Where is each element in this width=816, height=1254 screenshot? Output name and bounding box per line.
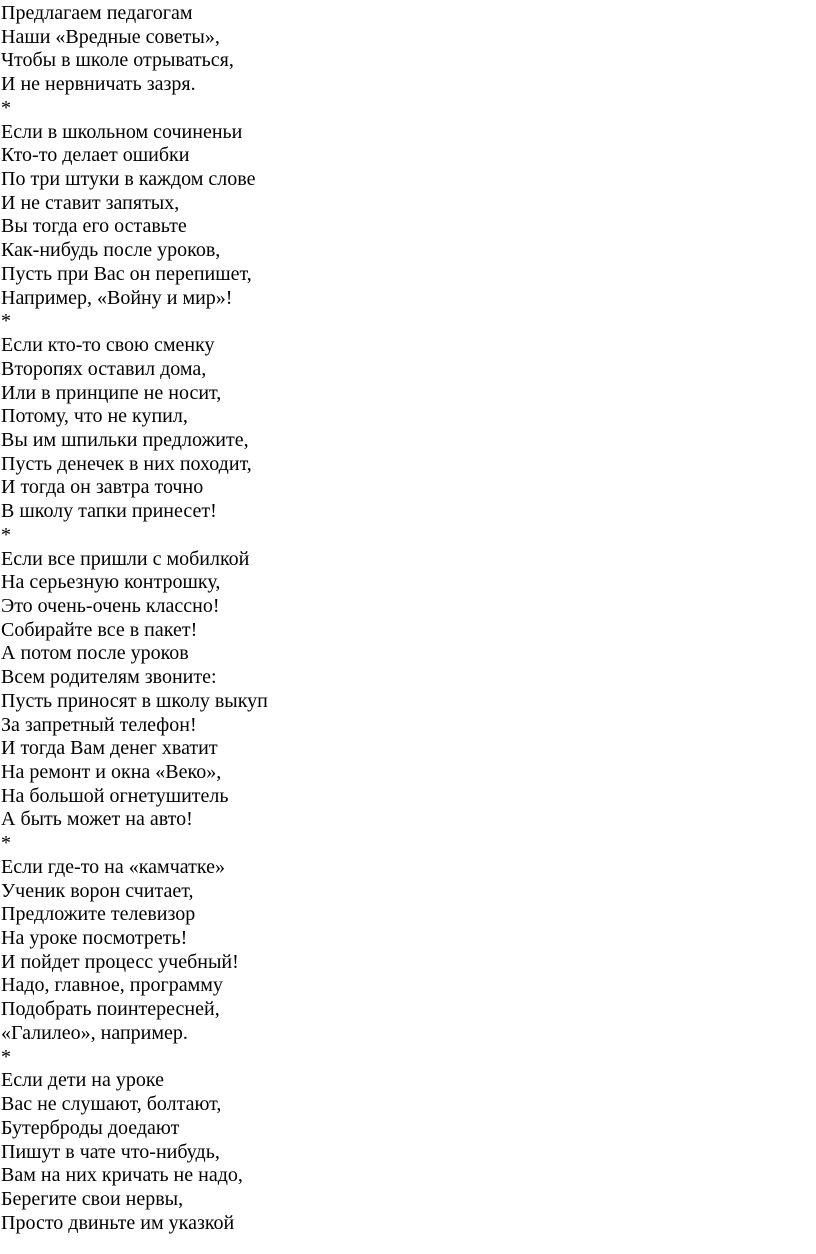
poem-line: Вы им шпильки предложите,	[1, 428, 249, 451]
poem-line: Наши «Вредные советы»,	[1, 25, 220, 48]
poem-line: Бутерброды доедают	[1, 1116, 180, 1139]
poem-line: Чтобы в школе отрываться,	[1, 49, 234, 72]
poem-line: Берегите свои нервы,	[1, 1187, 184, 1210]
poem-line: На серьезную контрошку,	[1, 571, 221, 594]
poem-line: Если в школьном сочиненьи	[1, 120, 243, 143]
poem-line: Если кто-то свою сменку	[1, 334, 215, 357]
poem-line: На уроке посмотреть!	[1, 927, 188, 950]
poem-line: Если все пришли с мобилкой	[1, 547, 250, 570]
stanza-separator: *	[1, 1045, 11, 1068]
poem-line: Если дети на уроке	[1, 1069, 164, 1092]
poem-line: Подобрать поинтересней,	[1, 998, 220, 1021]
poem-line: Предлагаем педагогам	[1, 2, 193, 24]
poem-line: Просто двиньте им указкой	[1, 1211, 235, 1234]
poem-line: «Галилео», например.	[1, 1021, 188, 1044]
poem-line: Пусть приносят в школу выкуп	[1, 689, 268, 712]
poem-line: А потом после уроков	[1, 642, 189, 665]
poem-line: За запретный телефон!	[1, 713, 197, 736]
poem-line: По три штуки в каждом слове	[1, 168, 256, 191]
poem-line: И тогда он завтра точно	[1, 476, 204, 499]
poem-line: Пусть при Вас он перепишет,	[1, 262, 252, 285]
poem-line: Как-нибудь после уроков,	[1, 239, 221, 262]
stanza-separator: *	[1, 96, 11, 119]
poem-line: На большой огнетушитель	[1, 784, 229, 807]
poem-line: На ремонт и окна «Веко»,	[1, 761, 222, 783]
poem-line: Ученик ворон считает,	[1, 879, 194, 902]
poem-line: Если где-то на «камчатке»	[1, 855, 225, 878]
poem-line: Собирайте все в пакет!	[1, 618, 198, 641]
poem-line: И пойдет процесс учебный!	[1, 950, 239, 973]
poem-line: Всем родителям звоните:	[1, 666, 217, 689]
poem-line: Предложите телевизор	[1, 903, 196, 926]
poem-line: Вас не слушают, болтают,	[1, 1093, 222, 1116]
poem-line: Пишут в чате что-нибудь,	[1, 1140, 220, 1163]
stanza-separator: *	[1, 310, 11, 333]
poem-line: Кто-то делает ошибки	[1, 144, 190, 167]
stanza-separator: *	[1, 523, 11, 546]
poem-line: В школу тапки принесет!	[1, 500, 217, 523]
stanza-separator: *	[1, 832, 11, 855]
poem-line: Например, «Войну и мир»!	[1, 286, 233, 309]
poem-line: Потому, что не купил,	[1, 405, 188, 428]
poem-line: А быть может на авто!	[1, 808, 193, 831]
poem-line: Вы тогда его оставьте	[1, 215, 187, 238]
poem-line: И не нервничать зазря.	[1, 73, 196, 96]
poem-line: И не ставит запятых,	[1, 191, 180, 214]
poem-line: Это очень-очень классно!	[1, 594, 220, 617]
poem-line: Вам на них кричать не надо,	[1, 1164, 243, 1187]
poem-text	[1, 2, 801, 1235]
poem-line: Надо, главное, программу	[1, 974, 223, 997]
poem-line: Или в принципе не носит,	[1, 381, 222, 404]
poem-line: Пусть денечек в них походит,	[1, 452, 252, 475]
poem-line: И тогда Вам денег хватит	[1, 737, 218, 760]
poem-line: Второпях оставил дома,	[1, 357, 207, 380]
